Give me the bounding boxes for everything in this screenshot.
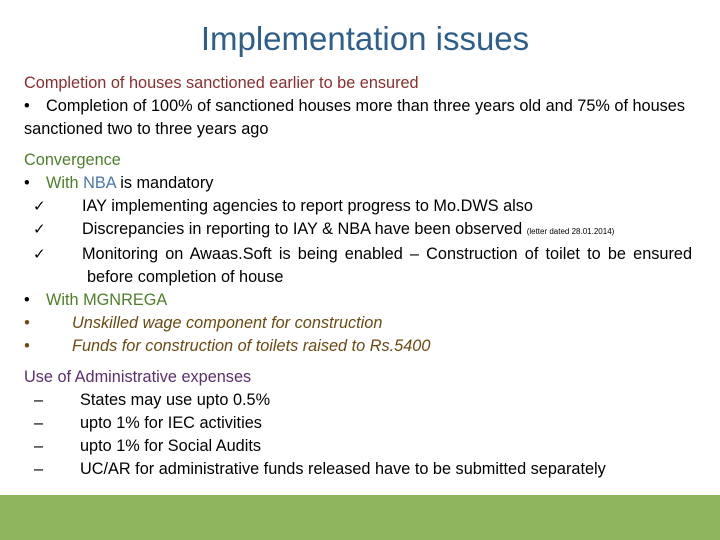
dash-bullet-icon: – [34, 437, 44, 455]
admin-item-3 [24, 435, 692, 458]
slide-body [24, 72, 692, 481]
mgnrega-item-text: Funds for construction of toilets raised to Rs.5400 [72, 337, 431, 355]
page-title: Implementation issues [200, 20, 530, 57]
checkmark-icon: ✓ [33, 198, 46, 215]
check-item-text: Discrepancies in reporting to IAY & NBA have been observed [82, 220, 523, 238]
check-item-3 [24, 243, 692, 289]
admin-item-text: UC/AR for administrative funds released have to be submitted separately [80, 460, 606, 478]
bullet-dot-icon: • [24, 314, 30, 332]
admin-item-1 [24, 389, 692, 412]
dash-bullet-icon: – [34, 460, 44, 478]
section-heading-completion: Completion of houses sanctioned earlier to be ensured [24, 74, 419, 92]
nba-highlight: NBA [83, 174, 116, 192]
check-item-text: Monitoring on Awaas.Soft is being enabled – Construction of toilet to be ensured before completion of house [82, 245, 692, 286]
mgnrega-item-1 [24, 312, 692, 335]
bullet-dot-icon: • [24, 97, 30, 115]
admin-item-2 [24, 412, 692, 435]
bullet-nba [24, 172, 692, 195]
bullet-completion [24, 95, 692, 141]
mgnrega-item-text: Unskilled wage component for construction [72, 314, 383, 332]
mgnrega-label: With MGNREGA [46, 291, 168, 309]
dash-bullet-icon: – [34, 414, 44, 432]
section-heading-admin: Use of Administrative expenses [24, 368, 252, 386]
bullet-dot-icon: • [24, 337, 30, 355]
admin-item-text: upto 1% for Social Audits [80, 437, 262, 455]
nba-suffix: is mandatory [115, 174, 214, 192]
admin-item-4 [24, 458, 692, 481]
dash-bullet-icon: – [34, 391, 44, 409]
bullet-mgnrega [24, 289, 692, 312]
section-heading-convergence: Convergence [24, 151, 121, 169]
check-item-1 [24, 195, 692, 218]
mgnrega-item-2 [24, 335, 692, 358]
letter-date-note: (letter dated 28.01.2014) [526, 227, 615, 236]
bullet-dot-icon: • [24, 291, 30, 309]
bullet-dot-icon: • [24, 174, 30, 192]
checkmark-icon: ✓ [33, 246, 46, 263]
check-item-text: IAY implementing agencies to report progress to Mo.DWS also [82, 197, 533, 215]
bullet-text: Completion of 100% of sanctioned houses more than three years old and 75% of houses sanctioned two to three years ago [24, 97, 685, 138]
admin-item-text: upto 1% for IEC activities [80, 414, 262, 432]
footer-band [0, 495, 720, 540]
nba-prefix: With [46, 174, 84, 192]
checkmark-icon: ✓ [33, 221, 46, 238]
admin-item-text: States may use upto 0.5% [80, 391, 271, 409]
check-item-2 [24, 218, 692, 243]
